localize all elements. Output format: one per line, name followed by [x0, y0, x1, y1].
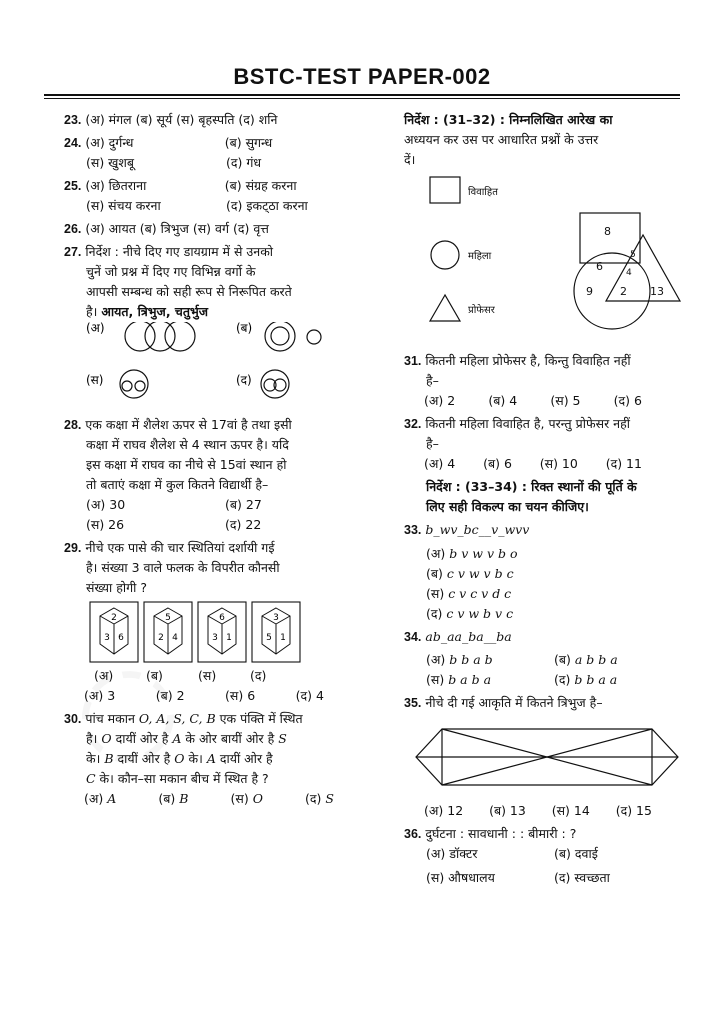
q25-option-d: (द) इकट्‌ठा करना	[226, 198, 308, 213]
venn-count-8: 8	[604, 225, 611, 238]
q29-dice-label-b: (ब)	[146, 668, 163, 683]
q31-option-d: (द) 6	[613, 393, 642, 408]
legend-professor-label: प्रोफेसर	[468, 305, 495, 316]
venn-count-5: 5	[630, 250, 636, 260]
q32-option-b: (ब) 6	[483, 456, 512, 471]
question-29: 29. नीचे एक पासे की चार स्थितियां दर्शायी गई है। संख्या 3 वाले फलक के विपरीत कौनसी संख्या होगी ? 2 3 6 5 2 4 6 3 1 3 5 1 (अ) (ब) (स) (द) (अ) 3 (ब) 2 (स) 6 (द) 4	[64, 538, 364, 706]
left-column	[64, 110, 364, 812]
q34-option-c: (स) b a b a	[426, 672, 492, 687]
question-25: 25. (अ) छितराना (ब) संग्रह करना (स) संचय करना (द) इकट्‌ठा करना	[64, 176, 364, 216]
q34-series: ab_aa_ba__ba	[425, 629, 512, 644]
q29-die-3	[208, 608, 236, 654]
right-column	[404, 110, 682, 891]
q35-option-d: (द) 15	[615, 803, 652, 818]
q27-label-a: (अ)	[86, 322, 105, 335]
q30-option-c: (स) O	[230, 791, 263, 806]
header-rule-bottom	[44, 98, 680, 99]
q31-option-a: (अ) 2	[424, 393, 456, 408]
q29-die-3-top-face: 6	[219, 613, 225, 623]
question-27: 27. निर्देश : नीचे दिए गए डायग्राम में से उनको चुनें जो प्रश्न में दिए गए विभिन्न वर्गो के आपसी सम्बन्ध को सही रूप से निरूपित करते है। आयत, त्रिभुज, चतुर्भुज (अ) (ब) (स) (द)	[64, 242, 364, 412]
q27-option-c-diagram	[120, 370, 148, 398]
q24-option-c: (स) खुशबू	[86, 155, 135, 170]
q27-label-d: (द)	[236, 373, 252, 387]
q29-die-4-left-face: 5	[266, 633, 272, 643]
q29-die-3-left-face: 3	[212, 633, 218, 643]
question-30: 30. पांच मकान O, A, S, C, B एक पंक्ति में स्थित है। O दायीं ओर है A के ओर बायीं ओर है S के। B दायीं ओर है O के। A दायीं ओर है C के। कौन–सा मकान बीच में स्थित है ? (अ) A (ब) B (स) O (द) S	[64, 709, 364, 809]
q36-option-a: (अ) डॉक्टर	[426, 846, 478, 861]
legend-square-icon	[430, 177, 460, 203]
legend-woman-label: महिला	[468, 251, 492, 262]
q29-die-1-top-face: 2	[111, 613, 117, 623]
legend-triangle-icon	[430, 295, 460, 321]
q27-option-a-diagram	[125, 322, 195, 351]
q33-option-a: (अ) b v w v b o	[426, 546, 518, 561]
question-28: 28. एक कक्षा में शैलेश ऊपर से 17वां है तथा इसी कक्षा में राघव शैलेश से 4 स्थान ऊपर है। यदि इस कक्षा में राघव का नीचे से 15वां स्थान हो तो बताएं कक्षा में कुल कितने विद्यार्थी है– (अ) 30 (ब) 27 (स) 26 (द) 22	[64, 415, 364, 535]
q23-options: (अ) मंगल (ब) सूर्य (स) बृहस्पति (द) शनि	[85, 112, 278, 127]
question-34: 34. ab_aa_ba__ba (अ) b b a b (ब) a b b a (स) b a b a (द) b b a a	[404, 627, 682, 690]
question-33: 33. b_wv_bc__v_wvv (अ) b v w v b o (ब) c v w v b c (स) c v c v d c (द) c v w b v c	[404, 520, 682, 624]
q24-option-d: (द) गंध	[226, 155, 262, 170]
question-35: 35. नीचे दी गई आकृति में कितने त्रिभुज है– (अ) 12 (ब) 13 (स) 14 (द) 15	[404, 693, 682, 821]
q29-die-2	[154, 608, 182, 654]
q36-option-d: (द) स्वच्छता	[554, 870, 610, 885]
venn-professor-triangle	[606, 235, 680, 301]
q32-option-a: (अ) 4	[424, 456, 456, 471]
q24-option-b: (ब) सुगन्ध	[224, 135, 273, 150]
q25-option-b: (ब) संग्रह करना	[224, 178, 297, 193]
q25-option-a: (अ) छितराना	[85, 178, 147, 193]
question-36: 36. दुर्घटना : सावधानी : : बीमारी : ? (अ) डॉक्टर (ब) दवाई (स) औषधालय (द) स्वच्छता	[404, 824, 682, 888]
header-rule-top	[44, 94, 680, 96]
q25-option-c: (स) संचय करना	[86, 198, 161, 213]
q32-option-d: (द) 11	[605, 456, 642, 471]
q35-option-c: (स) 14	[551, 803, 590, 818]
legend-married-label: विवाहित	[468, 187, 498, 198]
q29-die-4-top-face: 3	[273, 613, 279, 623]
q34-option-b: (ब) a b b a	[554, 652, 618, 667]
q29-die-1	[100, 608, 128, 654]
legend-circle-icon	[431, 241, 459, 269]
q28-option-c: (स) 26	[86, 517, 125, 532]
q29-dice	[100, 608, 290, 654]
question-32: 32. कितनी महिला विवाहित है, परन्तु प्रोफेसर नहीं है– (अ) 4 (ब) 6 (स) 10 (द) 11	[404, 414, 682, 474]
q27-option-b-diagram	[265, 322, 321, 351]
directions-31-32: निर्देश : (31–32) : निम्नलिखित आरेख का अध्ययन कर उस पर आधारित प्रश्नों के उत्तर दें।	[404, 112, 613, 167]
question-26: 26. (अ) आयत (ब) त्रिभुज (स) वर्ग (द) वृत्त	[64, 221, 269, 236]
q31-option-b: (ब) 4	[488, 393, 518, 408]
directions-33-34: निर्देश : (33–34) : रिक्त स्थानों की पूर्ति के लिए सही विकल्प का चयन कीजिए।	[426, 479, 637, 514]
q26-options: (अ) आयत (ब) त्रिभुज (स) वर्ग (द) वृत्त	[85, 221, 269, 236]
q30-option-b: (ब) B	[158, 791, 189, 806]
q29-dice-label-d: (द)	[250, 668, 267, 683]
venn-count-9: 9	[586, 285, 593, 298]
q29-dice-label-c: (स)	[198, 668, 217, 683]
q29-die-3-right-face: 1	[226, 633, 232, 643]
q28-option-d: (द) 22	[225, 517, 262, 532]
q35-option-a: (अ) 12	[424, 803, 464, 818]
q29-dice-figure	[64, 598, 364, 666]
q29-dice-label-a: (अ)	[94, 668, 114, 683]
q29-die-4	[262, 608, 290, 654]
q36-option-b: (ब) दवाई	[554, 846, 598, 861]
venn-diagram-31-32	[404, 173, 684, 333]
venn-count-6: 6	[596, 260, 603, 273]
q34-option-a: (अ) b b a b	[426, 652, 493, 667]
q33-option-b: (ब) c v w v b c	[426, 566, 514, 581]
question-24: 24. (अ) दुर्गन्ध (ब) सुगन्ध (स) खुशबू (द) गंध	[64, 133, 364, 173]
venn-count-4: 4	[626, 268, 632, 278]
q33-series: b_wv_bc__v_wvv	[425, 522, 530, 537]
q29-die-2-top-face: 5	[165, 613, 171, 623]
q33-option-d: (द) c v w b v c	[426, 606, 514, 621]
q27-label-b: (ब)	[236, 322, 253, 335]
q27-option-d-diagram	[261, 370, 289, 398]
question-31: 31. कितनी महिला प्रोफेसर है, किन्तु विवाहित नहीं है– (अ) 2 (ब) 4 (स) 5 (द) 6	[404, 351, 682, 411]
q29-die-1-right-face: 6	[118, 633, 124, 643]
q29-die-1-left-face: 3	[104, 633, 110, 643]
q29-die-2-right-face: 4	[172, 633, 178, 643]
q29-die-2-left-face: 2	[158, 633, 164, 643]
q27-label-c: (स)	[86, 373, 104, 387]
q27-categories: आयत, त्रिभुज, चतुर्भुज	[101, 304, 209, 319]
q34-option-d: (द) b b a a	[554, 672, 618, 687]
q30-option-a: (अ) A	[84, 791, 117, 806]
q29-option-a: (अ) 3	[84, 688, 116, 703]
venn-count-2: 2	[620, 285, 627, 298]
question-23: 23. (अ) मंगल (ब) सूर्य (स) बृहस्पति (द) शनि	[64, 112, 278, 127]
q29-option-c: (स) 6	[225, 688, 256, 703]
q28-option-a: (अ) 30	[86, 497, 126, 512]
q29-option-b: (ब) 2	[155, 688, 185, 703]
q33-option-c: (स) c v c v d c	[426, 586, 512, 601]
q29-option-d: (द) 4	[295, 688, 324, 703]
q36-option-c: (स) औषधालय	[426, 870, 495, 885]
q30-option-d: (द) S	[305, 791, 334, 806]
q24-option-a: (अ) दुर्गन्ध	[85, 135, 134, 150]
q35-triangle-figure	[404, 713, 682, 793]
venn-count-13: 13	[650, 285, 664, 298]
q32-option-c: (स) 10	[539, 456, 578, 471]
q31-option-c: (स) 5	[550, 393, 581, 408]
q27-venn-options	[64, 322, 364, 412]
q29-die-4-right-face: 1	[280, 633, 286, 643]
q35-option-b: (ब) 13	[489, 803, 526, 818]
q28-option-b: (ब) 27	[225, 497, 262, 512]
page-title: BSTC-TEST PAPER-002	[233, 64, 491, 89]
